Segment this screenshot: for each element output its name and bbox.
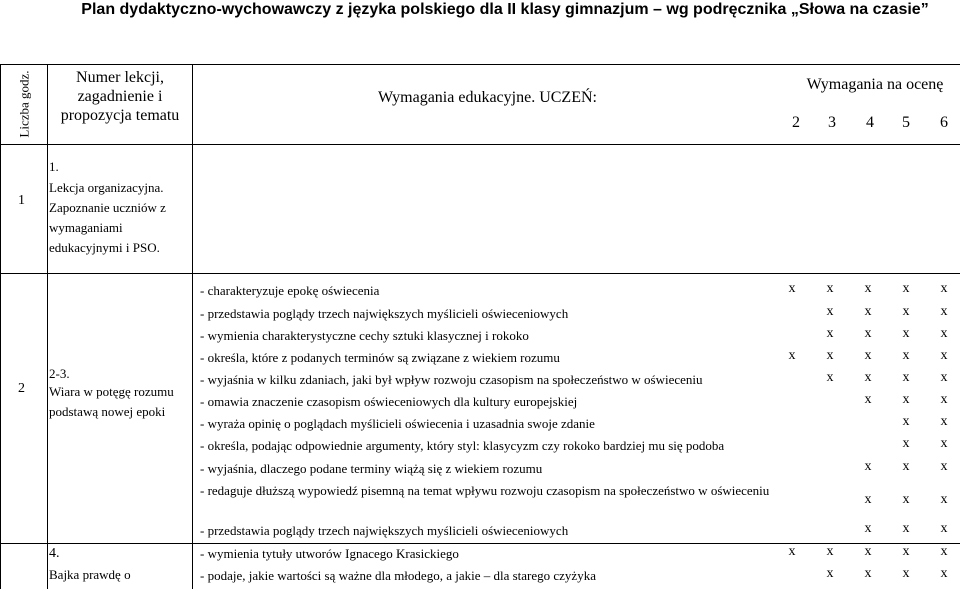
grade-mark: x	[902, 414, 910, 429]
requirement-item: - charakteryzuje epokę oświecenia	[200, 283, 380, 298]
grade-mark: x	[864, 392, 872, 407]
requirement-item: - wyjaśnia w kilku zdaniach, jaki był wpływ rozwoju czasopism na społeczeństwo w oświeceniu	[200, 372, 703, 387]
grade-mark: x	[826, 370, 834, 385]
grade-mark: x	[864, 566, 872, 581]
grade-mark: x	[788, 348, 796, 363]
row-1-lesson-topic: Lekcja organizacyjna. Zapoznanie uczniów z wymaganiami edukacyjnymi i PSO.	[49, 180, 166, 255]
grade-mark: x	[940, 436, 948, 451]
requirement-item: - wyjaśnia, dlaczego podane terminy wiążą się z wiekiem rozumu	[200, 461, 543, 476]
left-border	[0, 64, 1, 589]
row-1-lesson-number: 1.	[49, 159, 59, 174]
grade-mark: x	[940, 521, 948, 536]
grade-mark: x	[902, 459, 910, 474]
grade-mark: x	[864, 304, 872, 319]
grade-mark: x	[826, 281, 834, 296]
grade-mark: x	[864, 492, 872, 507]
grade-mark: x	[940, 544, 948, 559]
grade-mark: x	[940, 326, 948, 341]
requirement-item: - wymienia tytuły utworów Ignacego Krasickiego	[200, 546, 459, 561]
grade-mark: x	[902, 392, 910, 407]
column-divider-2	[192, 64, 193, 589]
grade-mark: x	[940, 566, 948, 581]
grade-mark: x	[902, 566, 910, 581]
grade-mark: x	[864, 459, 872, 474]
grade-mark: x	[826, 326, 834, 341]
column-divider-1	[47, 64, 48, 589]
table-top-border	[0, 64, 960, 65]
grade-mark: x	[902, 348, 910, 363]
grade-mark: x	[864, 326, 872, 341]
grade-mark: x	[940, 492, 948, 507]
requirement-item: - określa, podając odpowiednie argumenty, który styl: klasycyzm czy rokoko bardziej mu się podoba	[200, 438, 725, 453]
grade-mark: x	[902, 370, 910, 385]
grade-level-6: 6	[940, 114, 948, 131]
grade-mark: x	[864, 370, 872, 385]
row-3-lesson-number: 4.	[49, 546, 60, 561]
requirements-column-header: Wymagania edukacyjne. UCZEŃ:	[378, 89, 597, 106]
requirement-item: - wymienia charakterystyczne cechy sztuki klasycznej i rokoko	[200, 328, 529, 343]
grade-mark: x	[902, 326, 910, 341]
requirement-item: - wyraża opinię o poglądach myślicieli oświecenia i uzasadnia swoje zdanie	[200, 416, 595, 431]
requirement-item: - przedstawia poglądy trzech największych myślicieli oświeceniowych	[200, 306, 569, 321]
grade-mark: x	[826, 566, 834, 581]
row-1-hours: 1	[18, 193, 25, 208]
row-2-lesson-number: 2-3.	[49, 366, 70, 381]
document-title: Plan dydaktyczno-wychowawczy z języka polskiego dla II klasy gimnazjum – wg podręcznika „Słowa na czasie”	[81, 1, 929, 18]
grade-mark: x	[864, 521, 872, 536]
grade-mark: x	[902, 304, 910, 319]
grade-level-4: 4	[866, 114, 874, 131]
requirement-item: - przedstawia poglądy trzech największych myślicieli oświeceniowych	[200, 523, 569, 538]
requirement-item: - podaje, jakie wartości są ważne dla młodego, a jakie – dla starego czyżyka	[200, 568, 596, 583]
grade-mark: x	[940, 414, 948, 429]
grade-mark: x	[788, 544, 796, 559]
grade-mark: x	[940, 348, 948, 363]
grade-mark: x	[826, 544, 834, 559]
grade-mark: x	[902, 281, 910, 296]
grade-mark: x	[902, 492, 910, 507]
hours-column-header: Liczba godz.	[16, 70, 32, 138]
requirement-item: - redaguje dłuższą wypowiedź pisemną na temat wpływu rozwoju czasopism na społeczeństwo w oświeceniu	[200, 483, 770, 498]
row-2-hours: 2	[18, 381, 25, 396]
header-bottom-border	[0, 144, 960, 145]
row-2-lesson-topic: Wiara w potęgę rozumu podstawą nowej epoki	[49, 384, 174, 419]
grade-mark: x	[864, 281, 872, 296]
grade-mark: x	[940, 281, 948, 296]
grade-mark: x	[940, 459, 948, 474]
grade-mark: x	[940, 304, 948, 319]
requirement-item: - określa, które z podanych terminów są związane z wiekiem rozumu	[200, 350, 560, 365]
grade-mark: x	[902, 521, 910, 536]
requirement-item: - omawia znaczenie czasopism oświeceniowych dla kultury europejskiej	[200, 394, 578, 409]
row-3-lesson-topic: Bajka prawdę o	[49, 567, 131, 582]
grade-mark: x	[864, 348, 872, 363]
grade-mark: x	[902, 436, 910, 451]
grades-column-header: Wymagania na ocenę	[806, 76, 944, 93]
grade-mark: x	[826, 348, 834, 363]
grade-level-5: 5	[902, 114, 910, 131]
row-2-bottom-border	[0, 543, 960, 544]
row-1-bottom-border	[0, 273, 960, 274]
grade-mark: x	[788, 281, 796, 296]
grade-mark: x	[940, 370, 948, 385]
lesson-column-header: Numer lekcji, zagadnienie i propozycja tematu	[60, 69, 180, 124]
grade-level-3: 3	[828, 114, 836, 131]
grade-mark: x	[940, 392, 948, 407]
grade-mark: x	[826, 304, 834, 319]
grade-mark: x	[902, 544, 910, 559]
grade-level-2: 2	[792, 114, 800, 131]
grade-mark: x	[864, 544, 872, 559]
